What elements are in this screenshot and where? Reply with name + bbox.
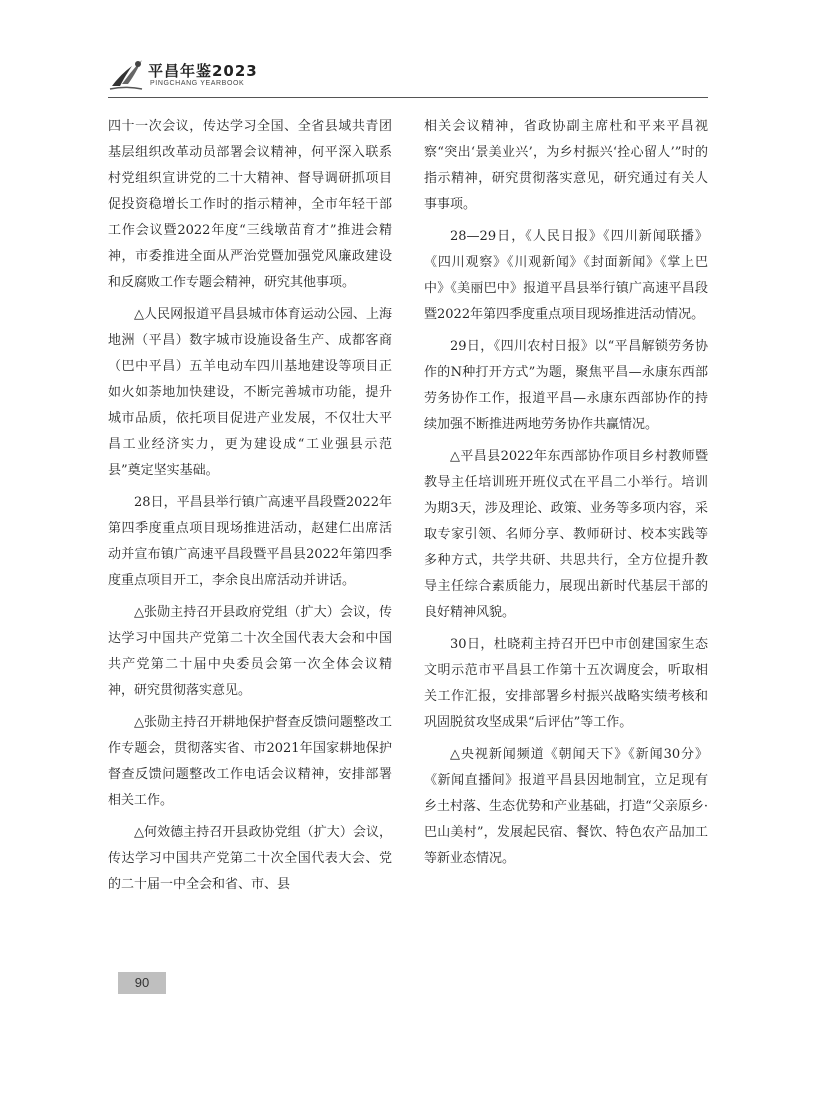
yearbook-subtitle: PINGCHANG YEARBOOK (150, 80, 245, 87)
paragraph: 28日，平昌县举行镇广高速平昌段暨2022年第四季度重点项目现场推进活动，赵建仁出席活动并宣布镇广高速平昌段暨平昌县2022年第四季度重点项目开工，李余良出席活动并讲话。 (108, 495, 392, 588)
right-column (424, 114, 708, 872)
paragraph: 30日，杜晓莉主持召开巴中市创建国家生态文明示范市平昌县工作第十五次调度会，听取相关工作汇报，安排部署乡村振兴战略实绩考核和巩固脱贫攻坚成果“后评估”等工作。 (424, 637, 708, 730)
paragraph: 四十一次会议，传达学习全国、全省县域共青团基层组织改革动员部署会议精神，何平深入联系村党组织宣讲党的二十大精神、督导调研抓项目促投资稳增长工作时的指示精神，全市年轻干部工作会议暨2022年度“三线墩苗育才”推进会精神，市委推进全面从严治党暨加强党风廉政建设和反腐败工作专题会精神，研究其他事项。 (108, 119, 392, 290)
paragraph: 29日，《四川农村日报》以“平昌解锁劳务协作的N种打开方式”为题，聚焦平昌—永康东西部劳务协作工作，报道平昌—永康东西部协作的持续加强不断推进两地劳务协作共赢情况。 (424, 339, 708, 432)
paragraph: △何效德主持召开县政协党组（扩大）会议，传达学习中国共产党第二十次全国代表大会、党的二十届一中全会和省、市、县 (108, 825, 392, 892)
paragraph: △平昌县2022年东西部协作项目乡村教师暨教导主任培训班开班仪式在平昌二小举行。培训为期3天，涉及理论、政策、业务等多项内容，采取专家引领、名师分享、教师研讨、校本实践等多种方式，共学共研、共思共行，全方位提升教导主任综合素质能力，展现出新时代基层干部的良好精神风貌。 (424, 449, 708, 620)
paragraph: △央视新闻频道《朝闻天下》《新闻30分》《新闻直播间》报道平昌县因地制宜，立足现有乡土村落、生态优势和产业基础，打造“父亲原乡·巴山美村”，发展起民宿、餐饮、特色农产品加工等新业态情况。 (424, 747, 708, 866)
header-divider (108, 97, 708, 98)
left-column (108, 114, 392, 898)
yearbook-title: 平昌年鉴2023 (148, 62, 258, 80)
yearbook-logo-icon (108, 56, 146, 92)
paragraph: △张勋主持召开耕地保护督查反馈问题整改工作专题会，贯彻落实省、市2021年国家耕地保护督查反馈问题整改工作电话会议精神，安排部署相关工作。 (108, 715, 392, 808)
page-number: 90 (118, 972, 166, 994)
paragraph: 相关会议精神，省政协副主席杜和平来平昌视察“突出‘景美业兴’，为乡村振兴‘拴心留人’”时的指示精神，研究贯彻落实意见，研究通过有关人事事项。 (424, 119, 708, 212)
paragraph: △张勋主持召开县政府党组（扩大）会议，传达学习中国共产党第二十次全国代表大会和中国共产党第二十届中央委员会第一次全体会议精神，研究贯彻落实意见。 (108, 605, 392, 698)
paragraph: △人民网报道平昌县城市体育运动公园、上海地洲（平昌）数字城市设施设备生产、成都客商（巴中平昌）五羊电动车四川基地建设等项目正如火如荼地加快建设，不断完善城市功能，提升城市品质，依托项目促进产业发展，不仅壮大平昌工业经济实力，更为建设成“工业强县示范县”奠定坚实基础。 (108, 307, 392, 478)
paragraph: 28—29日，《人民日报》《四川新闻联播》《四川观察》《川观新闻》《封面新闻》《掌上巴中》《美丽巴中》报道平昌县举行镇广高速平昌段暨2022年第四季度重点项目现场推进活动情况。 (424, 229, 708, 322)
page-header (108, 54, 708, 98)
